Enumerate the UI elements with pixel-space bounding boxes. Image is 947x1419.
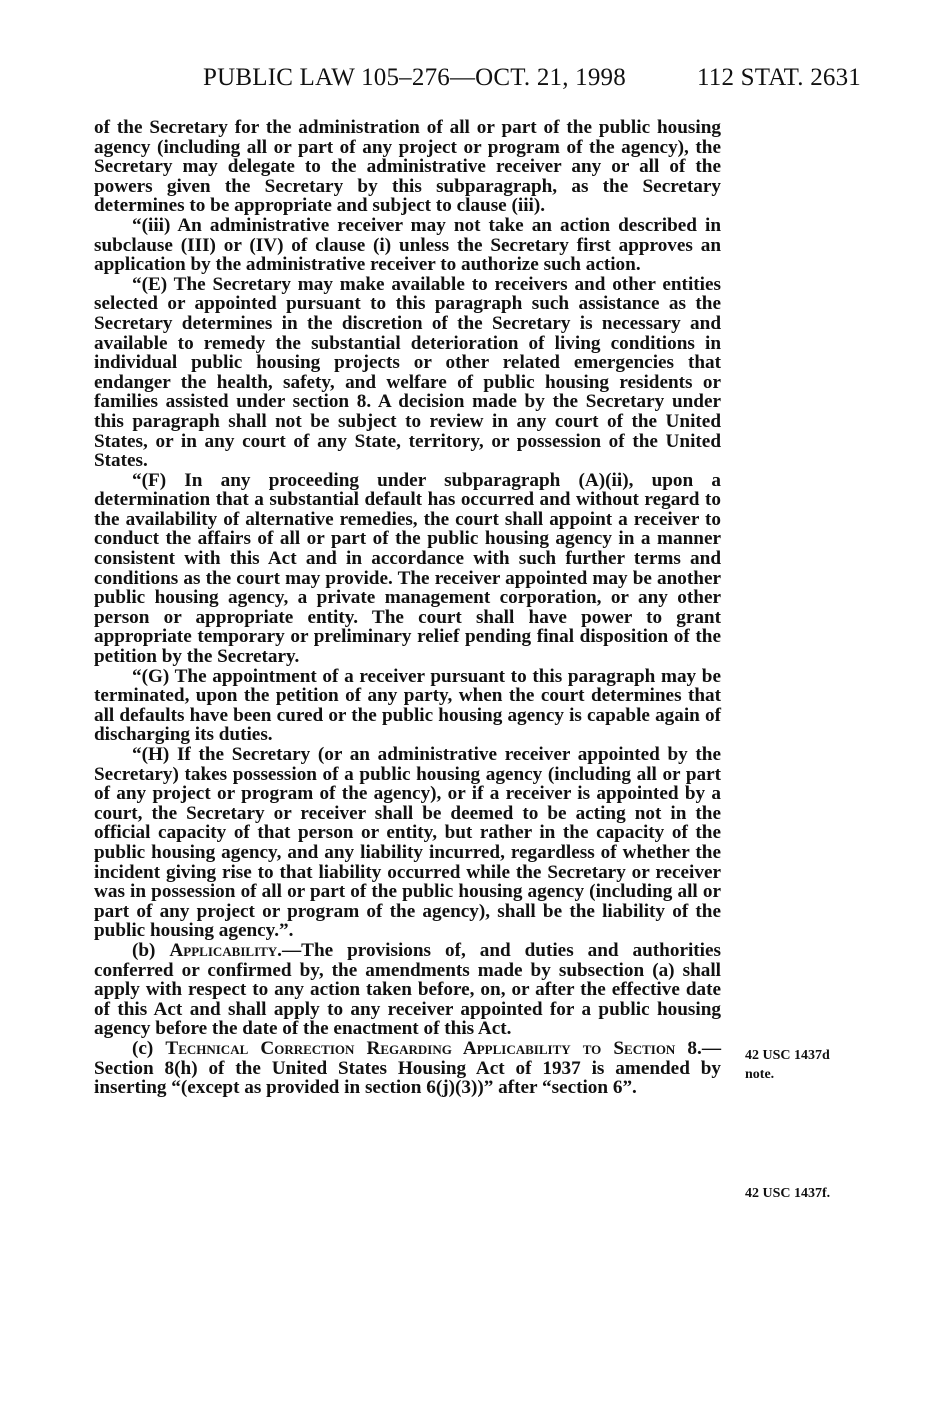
margin-note-usc-1437f: 42 USC 1437f. [745, 1186, 831, 1201]
section-c-label: (c) [132, 1037, 166, 1059]
paragraph-subparagraph-e: “(E) The Secretary may make available to receivers and other entities selected or appointed pursuant to this paragraph such assistance as the Secretary determines in the discretion of the Secretary is necessary and available to remedy the substantial deterioration of living conditions in individual public housing projects or other related emergencies that endanger the health, safety, and welfare of public housing residents or families assisted under section 8. A decision made by the Secretary under this paragraph shall not be subject to review in any court of the United States, or in any court of any State, territory, or possession of the United States. [94, 273, 721, 472]
running-head [203, 64, 861, 100]
section-b-text: —The provisions of, and duties and authorities conferred or confirmed by, the amendments made by subsection (a) shall apply with respect to any action taken before, on, or after the effective date of this Act and shall apply to any receiver appointed for a public housing agency before the date of the enactment of this Act. [94, 939, 722, 1040]
section-b-heading: Applicability. [169, 939, 282, 961]
paragraph-section-c [94, 1039, 721, 1098]
paragraph-section-b [94, 941, 721, 1039]
paragraph-subparagraph-h: “(H) If the Secretary (or an administrative receiver appointed by the Secretary) takes possession of a public housing agency (including all or part of any project or program of the agency), or if a receiver is appointed by a court, the Secretary or receiver shall be deemed to be acting not in the official capacity of that person or entity, but rather in the capacity of the public housing agency, and any liability incurred, regardless of whether the incident giving rise to that liability occurred while the Secretary or receiver was in possession of all or part of the public housing agency (including all or part of any project or program of the agency), shall be the liability of the public housing agency.”. [94, 744, 721, 942]
section-c-heading: Technical Correction Regarding Applicability to Section 8. [165, 1037, 702, 1059]
section-b-label: (b) [132, 939, 170, 961]
paragraph-continuation: of the Secretary for the administration of all or part of the public housing agency (including all or part of any project or program of the agency), the Secretary may delegate to the administrative receiver any or all of the powers given the Secretary by this subparagraph, as the Secretary determines to be appropriate and subject to clause (iii). [94, 117, 721, 217]
section-c-text: —Section 8(h) of the United States Housing Act of 1937 is amended by inserting “(except as provided in section 6(j)(3))” after “section 6”. [94, 1037, 721, 1099]
paragraph-clause-iii: “(iii) An administrative receiver may not take an action described in subclause (III) or (IV) of clause (i) unless the Secretary first approves an application by the administrative receiver to authorize such action. [94, 214, 721, 276]
public-law-title: PUBLIC LAW 105–276—OCT. 21, 1998 [203, 64, 626, 91]
paragraph-subparagraph-g: “(G) The appointment of a receiver pursuant to this paragraph may be terminated, upon the petition of any party, when the court determines that all defaults have been cured or the public housing agency is capable again of discharging its duties. [94, 665, 721, 746]
statute-citation: 112 STAT. 2631 [697, 64, 861, 91]
paragraph-subparagraph-f: “(F) In any proceeding under subparagraph (A)(ii), upon a determination that a substantial default has occurred and without regard to the availability of alternative remedies, the court shall appoint a receiver to conduct the affairs of all or part of the public housing agency in a manner consistent with this Act and in accordance with such further terms and conditions as the court may provide. The receiver appointed may be another public housing agency, a private management corporation, or any other person or appropriate entity. The court shall have power to grant appropriate temporary or preliminary relief pending final disposition of the petition by the Secretary. [94, 469, 721, 668]
margin-note-usc-1437d: 42 USC 1437d note. [745, 1048, 830, 1082]
statute-body [94, 118, 721, 1098]
